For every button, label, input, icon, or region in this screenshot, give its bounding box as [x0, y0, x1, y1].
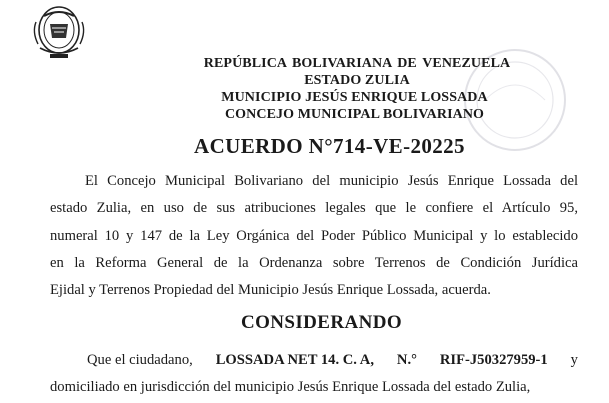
header-council: CONCEJO MUNICIPAL BOLIVARIANO	[224, 107, 485, 122]
paragraph-line: numeral 10 y 147 de la Ley Orgánica del Poder Público Municipal y lo establecido	[50, 227, 578, 244]
paragraph-line: estado Zulia, en uso de sus atribuciones legales que le confiere el Artículo 95,	[50, 200, 578, 217]
paragraph-line: Ejidal y Terrenos Propiedad del Municipio Jesús Enrique Lossada, acuerda.	[50, 282, 491, 299]
paragraph-line: El Concejo Municipal Bolivariano del municipio Jesús Enrique Lossada del	[85, 173, 578, 189]
number-label: N.°	[396, 352, 417, 368]
rif-number: RIF-J50327959-1	[439, 352, 548, 368]
header-municipality: MUNICIPIO JESÚS ENRIQUE LOSSADA	[221, 90, 488, 105]
company-name: LOSSADA NET 14. C. A,	[215, 352, 374, 368]
municipal-seal-icon	[30, 2, 88, 62]
considerando-paragraph	[50, 347, 578, 402]
paragraph-line	[50, 347, 578, 374]
header-republic: REPÚBLICA BOLIVARIANA DE VENEZUELA	[203, 56, 511, 71]
paragraph-line: en la Reforma General de la Ordenanza sobre Terrenos de Condición Jurídica	[50, 254, 578, 271]
paragraph-line: domiciliado en jurisdicción del municipio Jesús Enrique Lossada del estado Zulia,	[50, 379, 531, 396]
agreement-title: ACUERDO N°714-VE-20225	[194, 134, 465, 158]
section-heading-considerando: CONSIDERANDO	[240, 312, 403, 333]
conjunction-text: y	[570, 352, 578, 368]
intro-text: Que el ciudadano,	[87, 352, 193, 368]
header-state: ESTADO ZULIA	[304, 73, 410, 88]
document-header	[0, 55, 609, 123]
intro-paragraph	[50, 168, 578, 304]
